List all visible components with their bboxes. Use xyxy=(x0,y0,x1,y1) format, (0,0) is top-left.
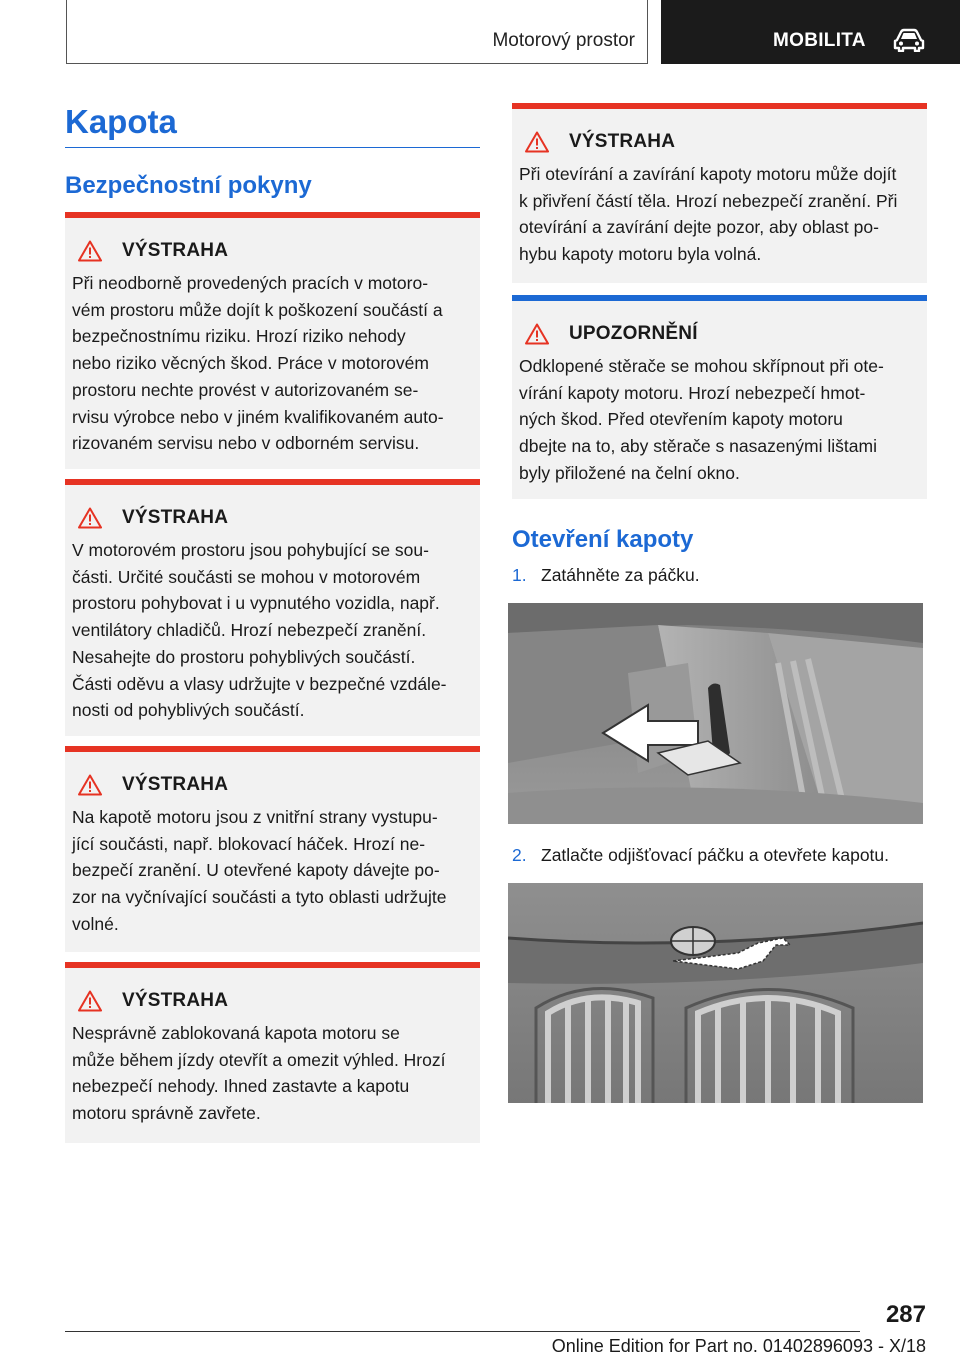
step-1 xyxy=(512,565,700,586)
footer-rule xyxy=(65,1331,860,1332)
warning-box-5 xyxy=(512,103,927,283)
page-number: 287 xyxy=(885,1301,926,1328)
warning-label: VÝSTRAHA xyxy=(122,507,229,528)
warning-text: Při neodborně provedených pracích v motoro‐ vém prostoru může dojít k poškození součástí a bezpečnostnímu riziku. Hrozí riziko nehody nebo riziko věcných škod. Práce v motorovém prostoru nechte provést v autorizovaném se‐ rvisu výrobce nebo v jiném kvalifikovaném auto‐ rizovaném servisu nebo v odborném servisu. xyxy=(72,273,444,454)
section-label: MOBILITA xyxy=(773,30,866,51)
warning-box-1 xyxy=(65,212,480,469)
warning-label: VÝSTRAHA xyxy=(122,990,229,1011)
notice-box xyxy=(512,295,927,499)
step-text: Zatlačte odjišťovací páčku a otevřete kapotu. xyxy=(541,845,890,865)
edition-footer: Online Edition for Part no. 01402896093 - X/18 xyxy=(551,1336,926,1356)
hood-release-photo xyxy=(508,883,923,1103)
notice-triangle-icon xyxy=(525,323,549,345)
warning-triangle-icon xyxy=(78,774,102,796)
notice-label: UPOZORNĚNÍ xyxy=(569,323,698,344)
lever-photo xyxy=(508,603,923,824)
warning-triangle-icon xyxy=(78,990,102,1012)
warning-triangle-icon xyxy=(525,131,549,153)
step-number: 1. xyxy=(512,565,527,585)
notice-text: Odklopené stěrače se mohou skřípnout při ote‐ vírání kapoty motoru. Hrozí nebezpečí hmot‐ ných škod. Před otevřením kapoty motoru dbejte na to, aby stěrače s nasazenými lištami byly přiložené na čelní okno. xyxy=(519,356,884,483)
warning-label: VÝSTRAHA xyxy=(122,240,229,261)
car-icon xyxy=(893,28,925,52)
safety-heading: Bezpečnostní pokyny xyxy=(65,172,312,199)
warning-label: VÝSTRAHA xyxy=(122,774,229,795)
warning-box-4 xyxy=(65,962,480,1143)
warning-text: Při otevírání a zavírání kapoty motoru může dojít k přivření částí těla. Hrozí nebezpečí zranění. Při otevírání a zavírání dejte pozor, aby oblast po‐ hybu kapoty motoru byla volná. xyxy=(519,164,898,265)
warning-triangle-icon xyxy=(78,507,102,529)
title-rule xyxy=(65,147,480,148)
warning-box-3 xyxy=(65,746,480,952)
warning-text: Na kapotě motoru jsou z vnitřní strany vystupu‐ jící součásti, např. blokovací háček. Hrozí ne‐ bezpečí zranění. U otevřené kapoty dávejte po‐ zor na vyčnívající součásti a tyto oblasti udržujte volné. xyxy=(72,807,447,934)
section-tab[interactable] xyxy=(661,0,960,64)
step-2 xyxy=(512,845,889,866)
chapter-tab-label: Motorový prostor xyxy=(492,30,635,51)
chapter-tab[interactable] xyxy=(66,0,648,64)
warning-text: V motorovém prostoru jsou pohybující se sou‐ části. Určité součásti se mohou v motorovém prostoru pohybovat i u vypnutého vozidla, např. ventilátory chladičů. Hrozí nebezpečí zranění. Nesahejte do prostoru pohyblivých součástí. Části oděvu a vlasy udržujte v bezpečné vzdále‐ nosti od pohyblivých součástí. xyxy=(72,540,447,721)
warning-label: VÝSTRAHA xyxy=(569,131,676,152)
step-number: 2. xyxy=(512,845,527,865)
warning-triangle-icon xyxy=(78,240,102,262)
warning-box-2 xyxy=(65,479,480,736)
step-text: Zatáhněte za páčku. xyxy=(541,565,700,585)
open-hood-heading: Otevření kapoty xyxy=(512,526,694,553)
page-title: Kapota xyxy=(65,103,177,140)
warning-text: Nesprávně zablokovaná kapota motoru se může během jízdy otevřít a omezit výhled. Hrozí nebezpečí nehody. Ihned zastavte a kapotu motoru správně zavřete. xyxy=(72,1023,446,1124)
